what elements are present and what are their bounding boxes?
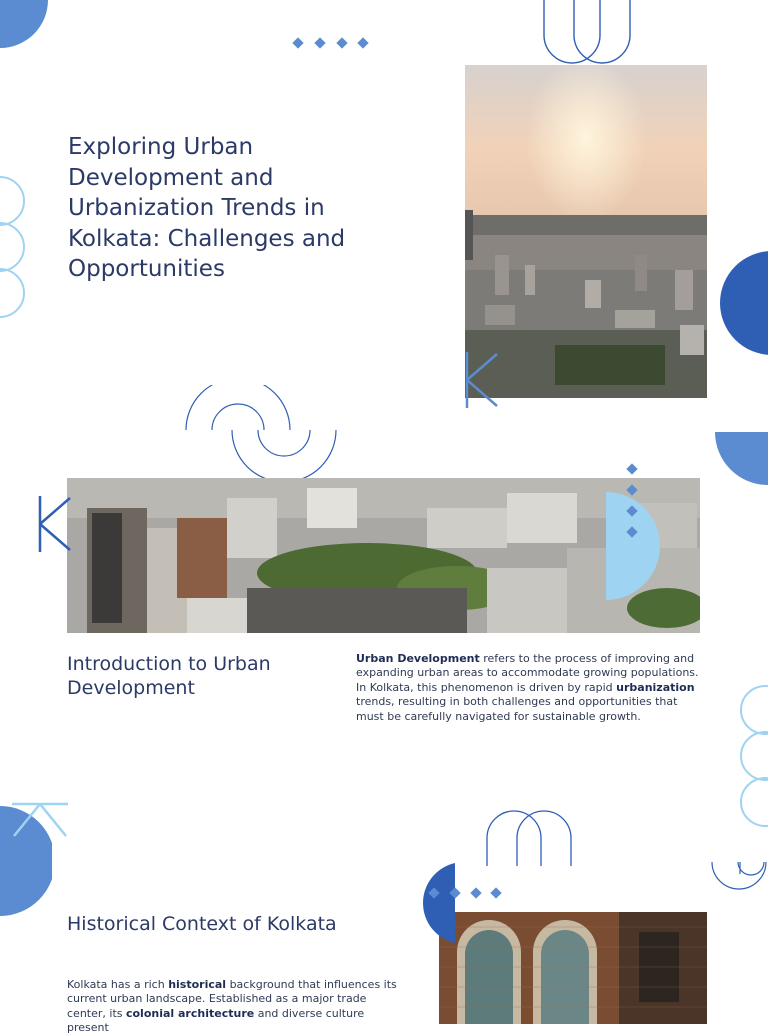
intro-text-4: trends, resulting in both challenges and opportunities that must be carefully navigated for sustainable growth. (356, 695, 678, 723)
decor-arrow-k-mid (36, 496, 76, 554)
page-title: Exploring Urban Development and Urbanization Trends in Kolkata: Challenges and Opportunities (68, 134, 346, 282)
decor-arrow-k-top (463, 352, 503, 410)
decor-quarter-circle-right-mid (715, 432, 768, 487)
colonial-building-brick-photo (439, 912, 707, 1024)
history-text-4: colonial architecture (125, 1006, 255, 1020)
history-text-1: Kolkata has a rich (67, 978, 169, 991)
decor-u-arcs-lower-right (710, 862, 768, 920)
intro-text-3: urbanization (616, 680, 695, 694)
history-text-2: historical (168, 978, 227, 991)
decor-arches-top (540, 0, 635, 70)
decor-diamond-row-top (292, 38, 372, 50)
intro-paragraph (356, 652, 701, 724)
decor-diamond-column (627, 462, 639, 542)
history-paragraph (67, 978, 397, 1036)
intro-text-1: Urban Development (356, 652, 480, 665)
decor-arches-lower (484, 808, 576, 868)
decor-rings-left (0, 175, 30, 325)
decor-arrow-up-lower (12, 800, 70, 842)
decor-rings-right (735, 684, 768, 834)
decor-circle-bottom (400, 863, 457, 945)
history-heading: Historical Context of Kolkata (67, 913, 337, 935)
kolkata-skyline-sunset-photo (465, 65, 707, 398)
intro-heading: Introduction to Urban Development (67, 653, 271, 699)
history-text-3: background that influences its current urban landscape. Established as a major trade center, its (67, 978, 397, 1020)
decor-half-circle-right (720, 250, 768, 360)
decor-wave-arcs (180, 385, 345, 480)
decor-quarter-circle-top-left (0, 0, 50, 55)
history-text-5: and diverse culture present (67, 1006, 365, 1035)
intro-text-2: refers to the process of improving and expanding urban areas to accommodate growing populations. In Kolkata, this phenomenon is driven by rapid (356, 652, 699, 694)
decor-diamond-row-bottom (428, 888, 508, 900)
